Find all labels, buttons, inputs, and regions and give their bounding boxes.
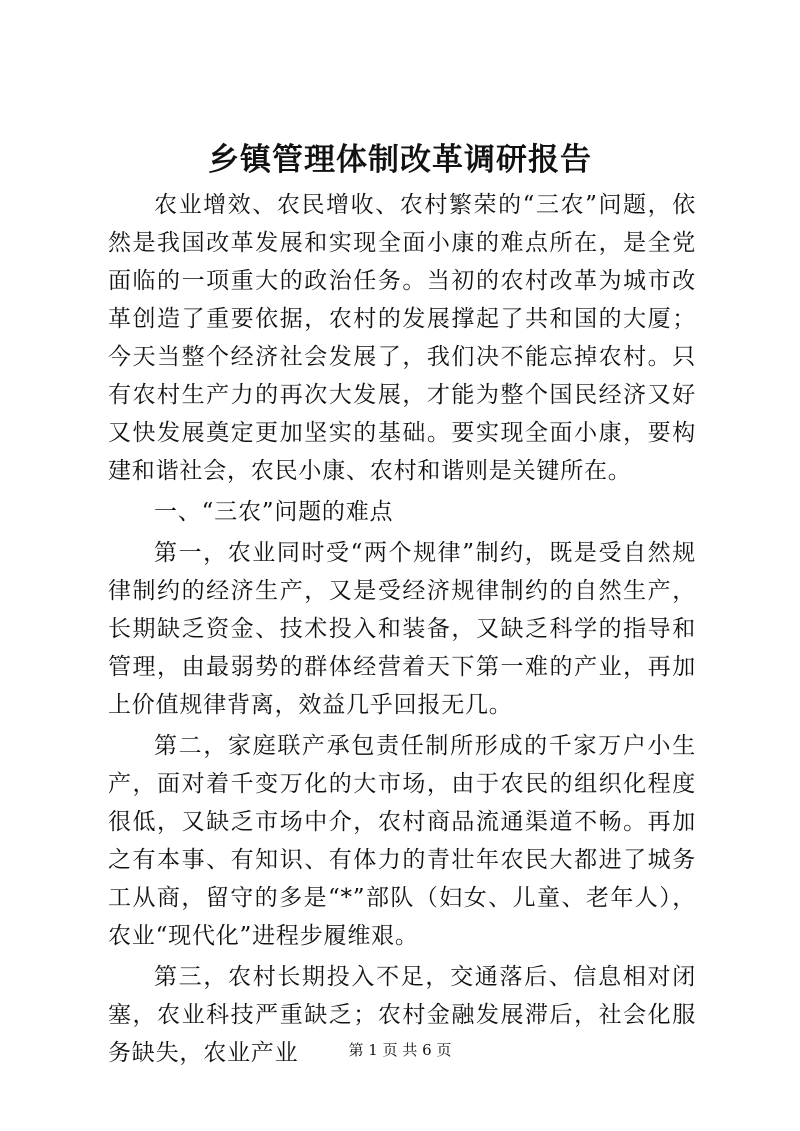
section-heading: 一、“三农”问题的难点 — [154, 499, 394, 525]
paragraph-third: 第三，农村长期投入不足，交通落后、信息相对闭塞，农业科技严重缺乏；农村金融发展滞后，社会化服务缺失，农业产业 — [108, 964, 696, 1066]
page-footer: 第 1 页 共 6 页 — [348, 1041, 452, 1059]
paragraph-first: 第一，农业同时受“两个规律”制约，既是受自然规律制约的经济生产，又是受经济规律制约的自然生产，长期缺乏资金、技术投入和装备，又缺乏科学的指导和管理，由最弱势的群体经营着天下第一难的产业，再加上价值规律背离，效益几乎回报无几。 — [108, 540, 696, 718]
paragraph-intro: 农业增效、农民增收、农村繁荣的“三农”问题，依然是我国改革发展和实现全面小康的难点所在，是全党面临的一项重大的政治任务。当初的农村改革为城市改革创造了重要依据，农村的发展撑起了共和国的大厦；今天当整个经济社会发展了，我们决不能忘掉农村。只有农村生产力的再次大发展，才能为整个国民经济又好又快发展奠定更加坚实的基础。要实现全面小康，要构建和谐社会，农民小康、农村和谐则是关键所在。 — [108, 192, 696, 484]
paragraph-second: 第二，家庭联产承包责任制所形成的千家万户小生产，面对着千变万化的大市场，由于农民的组织化程度很低，又缺乏市场中介，农村商品流通渠道不畅。再加之有本事、有知识、有体力的青壮年农民大都进了城务工从商，留守的多是“*”部队（妇女、儿童、老年人），农业“现代化”进程步履维艰。 — [108, 733, 696, 949]
document-body — [108, 186, 696, 1072]
document-title: 乡镇管理体制改革调研报告 — [208, 142, 592, 178]
